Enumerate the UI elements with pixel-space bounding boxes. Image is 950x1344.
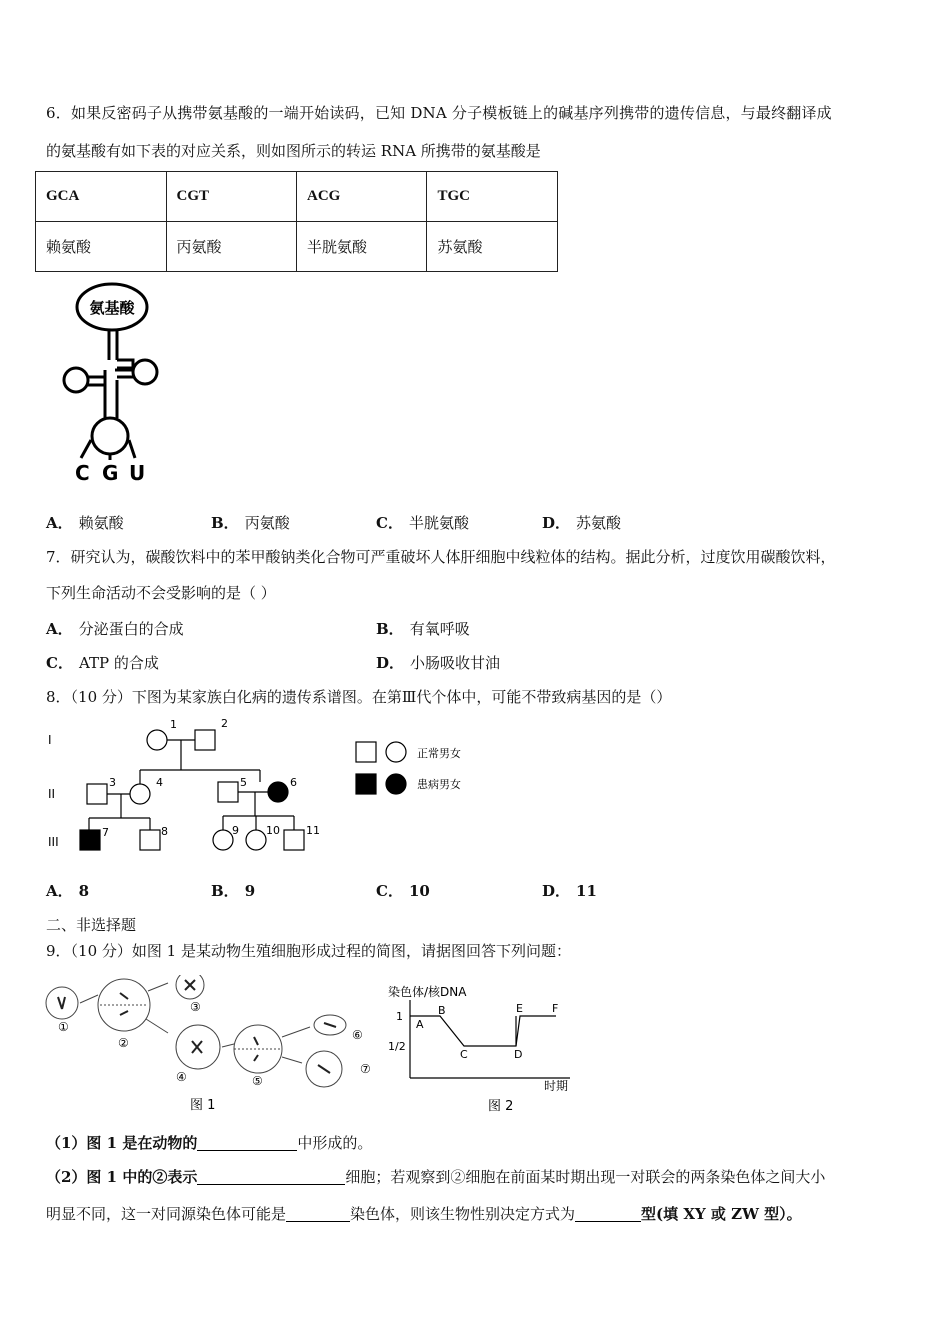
individual-number: 9 [232,824,239,837]
fig1-label: ③ [190,1000,201,1014]
figure-2-ratio-graph [380,980,590,1115]
individual-number: 11 [306,824,320,837]
fig2-ytick: 1/2 [388,1040,406,1053]
fig1-label: ⑦ [360,1062,371,1076]
fig2-line [410,1016,556,1046]
individual-number: 1 [170,718,177,731]
fig1-label: ① [58,1020,69,1034]
amino-cell: 赖氨酸 [36,222,167,272]
anticodon-u: U [129,461,146,485]
blank-4[interactable] [575,1206,641,1222]
legend-affected: 患病男女 [417,778,461,791]
q6-option-c[interactable]: C． 半胱氨酸 [376,514,469,532]
blank-2[interactable] [197,1169,345,1185]
q9-line1: 9．（10 分）如图 1 是某动物生殖细胞形成过程的简图，请据图回答下列问题： [46,942,571,960]
individual-number: 2 [221,717,228,730]
q8-option-c[interactable]: C． 10 [376,882,430,900]
q7-option-d[interactable]: D． 小肠吸收甘油 [376,654,501,672]
anticodon-g: G [102,461,119,485]
individual-number: 5 [240,776,247,789]
individual-number: 8 [161,825,168,838]
q8-line1: 8．（10 分）下图为某家族白化病的遗传系谱图。在第Ⅲ代个体中，可能不带致病基因的是（） [46,688,672,706]
legend-normal: 正常男女 [417,747,461,760]
q7-line1: 7．研究认为，碳酸饮料中的苯甲酸钠类化合物可严重破坏人体肝细胞中线粒体的结构。据此分析，过度饮用碳酸饮料， [46,548,836,566]
q9-sub1: （1）图 1 是在动物的 中形成的。 [46,1134,373,1152]
q8-option-a[interactable]: A． 8 [46,882,90,900]
trna-diagram [55,280,170,485]
generation-label: II [48,787,56,801]
code-cell: ACG [296,172,427,222]
q6-option-a[interactable]: A． 赖氨酸 [46,514,124,532]
section-heading: 二、非选择题 [46,916,137,934]
q6-option-d[interactable]: D． 苏氨酸 [542,514,622,532]
anticodon-c: C [75,461,90,485]
q8-option-b[interactable]: B． 9 [211,882,256,900]
fig2-point: C [460,1048,468,1061]
individual-number: 10 [266,824,280,837]
amino-cell: 丙氨酸 [166,222,296,272]
fig2-point: F [552,1002,559,1015]
blank-3[interactable] [286,1206,350,1222]
code-cell: CGT [166,172,296,222]
fig1-label: ② [118,1036,129,1050]
q6-option-b[interactable]: B． 丙氨酸 [211,514,290,532]
fig2-point: E [516,1002,523,1015]
code-cell: TGC [427,172,558,222]
fig1-label: ④ [176,1070,187,1084]
q9-sub2-cont: 明显不同，这一对同源染色体可能是 染色体，则该生物性别决定方式为 型(填 XY 或 ZW 型）。 [46,1205,802,1223]
fig2-ylabel: 染色体/核DNA [388,985,467,999]
individual-number: 3 [109,776,116,789]
q7-line2: 下列生命活动不会受影响的是（ ） [46,584,276,602]
individual-number: 7 [102,826,109,839]
q7-option-a[interactable]: A． 分泌蛋白的合成 [46,620,184,638]
q8-option-d[interactable]: D． 11 [542,882,597,900]
individual-number: 4 [156,776,163,789]
fig2-point: D [514,1048,523,1061]
q7-option-c[interactable]: C． ATP 的合成 [46,654,159,672]
trna-head-label: 氨基酸 [89,299,135,317]
figure-1-cell-division [40,975,390,1115]
q9-sub2: （2）图 1 中的②表示 细胞；若观察到②细胞在前面某时期出现一对联会的两条染色体之间大小 [46,1168,826,1186]
codon-table [35,171,558,272]
blank-1[interactable] [197,1135,297,1151]
q7-option-b[interactable]: B． 有氧呼吸 [376,620,470,638]
fig2-point: B [438,1004,446,1017]
fig1-label: ⑥ [352,1028,363,1042]
generation-label: III [48,835,59,849]
code-cell: GCA [36,172,167,222]
amino-cell: 苏氨酸 [427,222,558,272]
fig1-label: ⑤ [252,1074,263,1088]
generation-label: I [48,733,52,747]
fig2-caption: 图 2 [488,1099,514,1114]
fig2-ytick: 1 [396,1010,403,1023]
pedigree-chart [40,712,490,862]
fig1-caption: 图 1 [190,1098,216,1113]
fig2-point: A [416,1018,424,1031]
q6-line2: 的氨基酸有如下表的对应关系，则如图所示的转运 RNA 所携带的氨基酸是 [46,142,541,160]
q6-line1: 6．如果反密码子从携带氨基酸的一端开始读码，已知 DNA 分子模板链上的碱基序列携带的遗传信息，与最终翻译成 [46,104,832,122]
individual-number: 6 [290,776,297,789]
amino-cell: 半胱氨酸 [296,222,427,272]
fig2-xlabel: 时期 [544,1079,569,1093]
